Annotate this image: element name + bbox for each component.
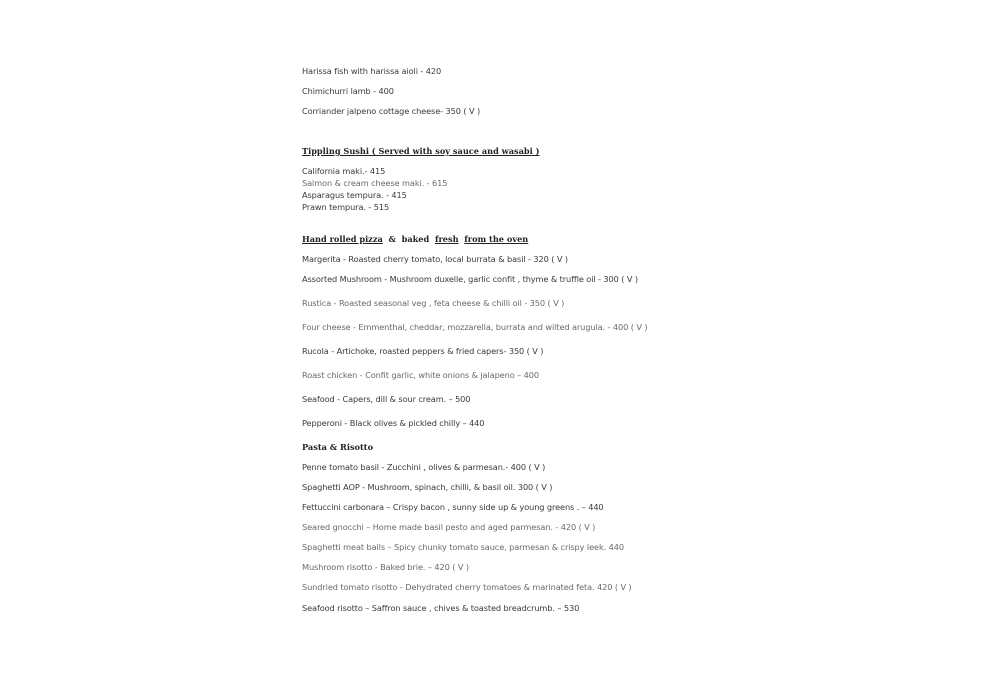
menu-item: Chimichurri lamb - 400 <box>302 86 394 96</box>
menu-item: California maki.- 415 <box>302 166 386 176</box>
menu-item: Salmon & cream cheese maki. - 615 <box>302 178 448 188</box>
heading-part: fresh <box>434 234 459 244</box>
menu-item: Seafood risotto – Saffron sauce , chives & toasted breadcrumb. – 530 <box>302 603 580 613</box>
menu-item: Mushroom risotto - Baked brie. – 420 ( V ) <box>302 562 469 572</box>
menu-item: Seared gnocchi – Home made basil pesto and aged parmesan. - 420 ( V ) <box>302 522 596 532</box>
menu-item: Rustica - Roasted seasonal veg , feta cheese & chilli oil - 350 ( V ) <box>302 298 565 308</box>
menu-item: Assorted Mushroom - Mushroom duxelle, garlic confit , thyme & truffle oil - 300 ( V ) <box>302 274 638 284</box>
section-heading-pizza <box>302 234 528 244</box>
heading-part: Hand rolled pizza <box>302 234 383 244</box>
menu-item: Seafood - Capers, dill & sour cream. – 500 <box>302 394 471 404</box>
menu-item: Four cheese - Emmenthal, cheddar, mozzarella, burrata and wilted arugula. - 400 ( V ) <box>302 322 648 332</box>
menu-item: Roast chicken - Confit garlic, white onions & jalapeno – 400 <box>302 370 539 380</box>
section-heading-pasta: Pasta & Risotto <box>302 442 374 452</box>
menu-item: Corriander jalpeno cottage cheese- 350 ( V ) <box>302 106 481 116</box>
heading-part: & baked <box>382 234 435 244</box>
heading-part: from the oven <box>464 234 529 244</box>
menu-item: Asparagus tempura. - 415 <box>302 190 407 200</box>
menu-item: Pepperoni - Black olives & pickled chilly – 440 <box>302 418 485 428</box>
menu-item: Prawn tempura. - 515 <box>302 202 390 212</box>
menu-item: Harissa fish with harissa aioli - 420 <box>302 66 442 76</box>
menu-item: Fettuccini carbonara – Crispy bacon , sunny side up & young greens . – 440 <box>302 502 604 512</box>
menu-item: Spaghetti AOP - Mushroom, spinach, chilli, & basil oil. 300 ( V ) <box>302 482 553 492</box>
menu-item: Penne tomato basil - Zucchini , olives & parmesan.- 400 ( V ) <box>302 462 546 472</box>
menu-item: Spaghetti meat balls – Spicy chunky tomato sauce, parmesan & crispy leek. 440 <box>302 542 624 552</box>
menu-item: Sundried tomato risotto - Dehydrated cherry tomatoes & marinated feta. 420 ( V ) <box>302 582 632 592</box>
menu-item: Rucola - Artichoke, roasted peppers & fried capers- 350 ( V ) <box>302 346 544 356</box>
menu-item: Margerita - Roasted cherry tomato, local burrata & basil - 320 ( V ) <box>302 254 568 264</box>
section-heading-sushi: Tippling Sushi ( Served with soy sauce and wasabi ) <box>302 146 540 156</box>
